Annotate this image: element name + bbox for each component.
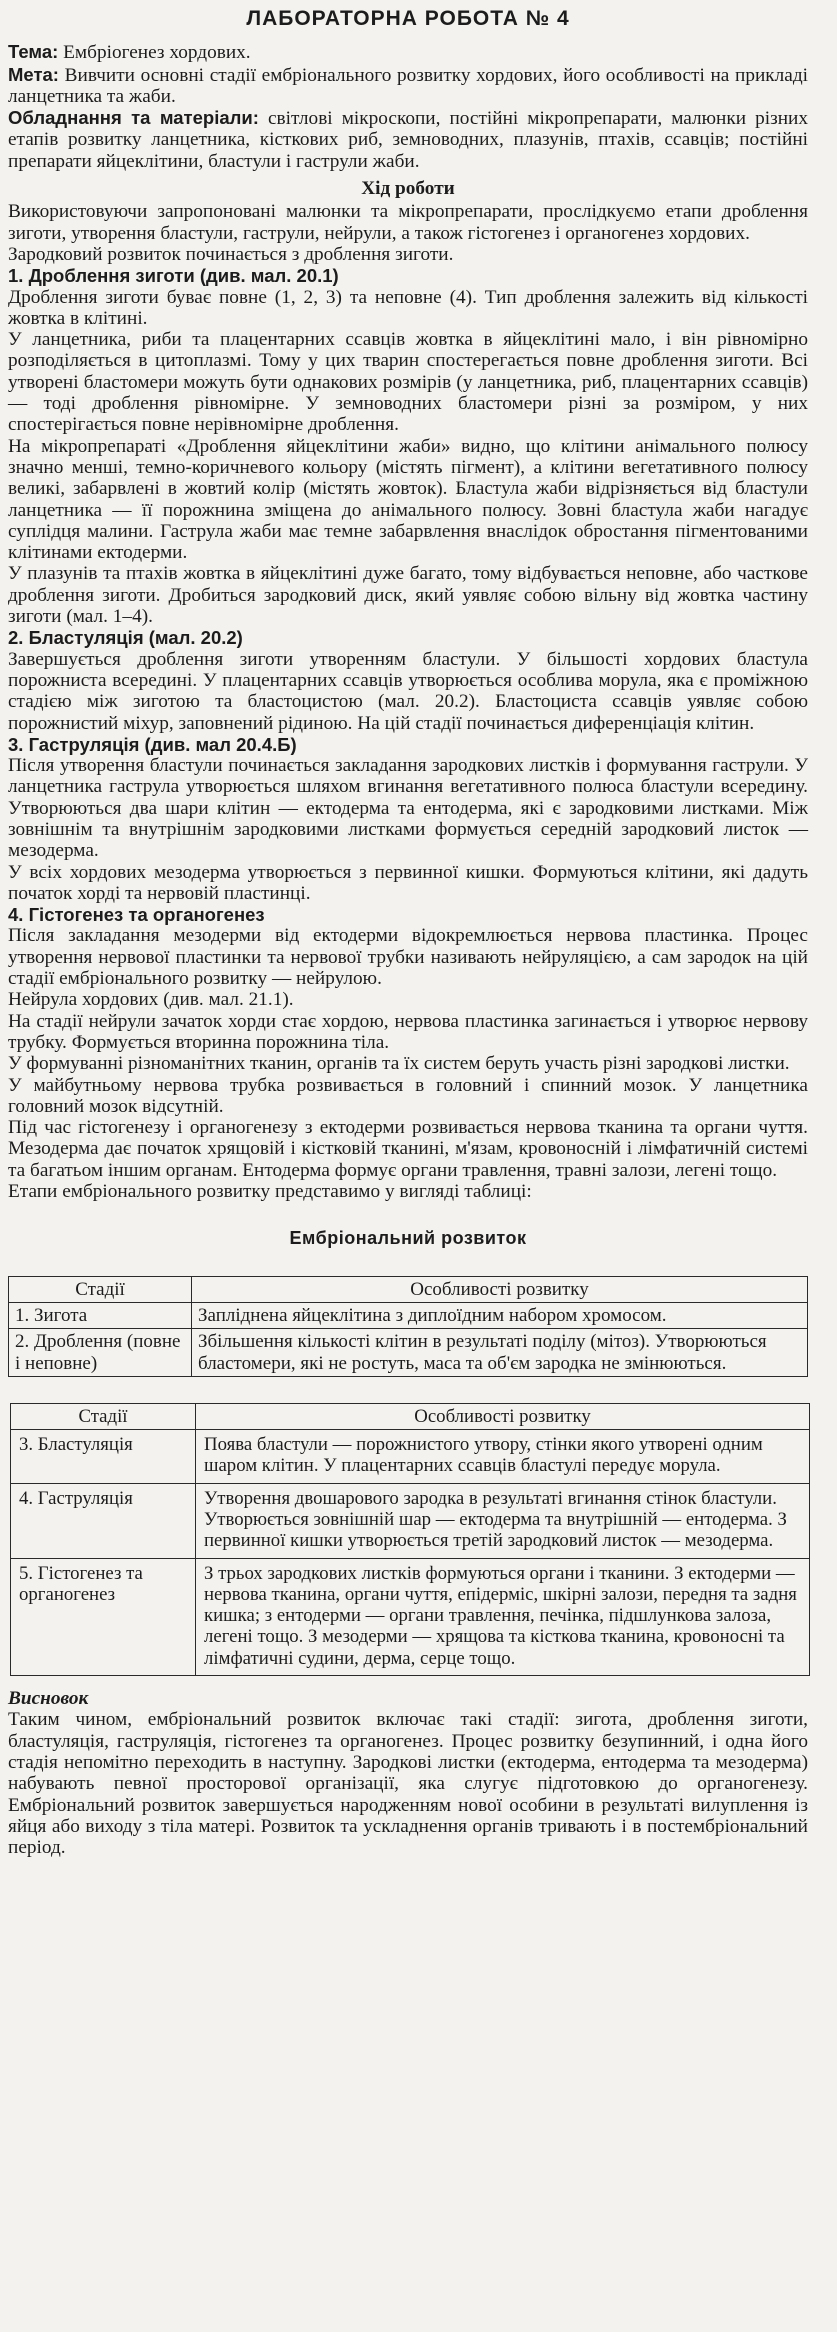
section-paragraph: Дроблення зиготи буває повне (1, 2, 3) та неповне (4). Тип дроблення залежить від кількості жовтка в клітині. xyxy=(8,286,808,329)
table-header-row xyxy=(11,1403,810,1429)
goal-text: Вивчити основні стадії ембріонального розвитку хордових, його особливості на прикладі ланцетника та жаби. xyxy=(8,64,808,107)
header-features: Особливості розвитку xyxy=(196,1403,810,1429)
header-features: Особливості розвитку xyxy=(192,1276,808,1302)
table-title: Ембріональний розвиток xyxy=(289,1228,527,1249)
table-header-row xyxy=(9,1276,808,1302)
stages-table-part2 xyxy=(10,1403,810,1676)
section-paragraph: Після закладання мезодерми від ектодерми відокремлюється нервова пластинка. Процес утворення нервової пластинки та нервової трубки називають нейруляцією, а сам зародок на цій стадії ембріонального розвитку — нейрулою. xyxy=(8,925,808,990)
intro-paragraph: Використовуючи запропоновані малюнки та мікропрепарати, прослідкуємо етапи дроблення зиготи, утворення бластули, гаструли, нейрули, а також гістогенез і органогенез хордових. xyxy=(8,201,808,244)
table-row xyxy=(11,1558,810,1675)
theme-text: Ембріогенез хордових. xyxy=(63,42,251,64)
section-paragraph: У ланцетника, риби та плацентарних ссавців жовтка в яйцеклітині мало, і він рівномірно розподіляється в цитоплазмі. Тому у цих тварин спостерегається повне дроблення зиготи. Всі утворені бластомери можуть бути однакових розмірів (у ланцетника, риб, плацентарних ссавців) — тоді дроблення рівномірне. У земноводних бластомери різні за розміром, у них спостерігається повне нерівномірне дроблення. xyxy=(8,329,808,436)
cell-stage: 3. Бластуляція xyxy=(11,1430,196,1484)
cell-features: Запліднена яйцеклітина з диплоїдним набором хромосом. xyxy=(192,1302,808,1328)
section-heading: 1. Дроблення зиготи (див. мал. 20.1) xyxy=(8,265,339,287)
document-content xyxy=(8,8,808,1858)
conclusion-text: Таким чином, ембріональний розвиток включає такі стадії: зигота, дроблення зиготи, бластуляція, гаструляція, гістогенез та органогенез. Процес розвитку безупинний, і одна його стадія непомітно переходить в наступну. Зародкові листки (ектодерма, ентодерма та мезодерма) набувають певної просторової організації, яка слугує підготовкою до органогенезу. Ембріональний розвиток завершується народженням нової особини в результаті вилуплення із яйця або виходу з тіла матері. Розвиток та ускладнення органів тривають і в постембріональний період. xyxy=(8,1709,808,1859)
cell-features: Утворення двошарового зародка в результаті вгинання стінок бластули. Утворюється зовнішній шар — ектодерма та внутрішній — ентодерма. З первинної кишки утворюється третій зародковий листок — мезодерма. xyxy=(196,1483,810,1558)
theme-line xyxy=(8,41,808,63)
section-paragraph: У плазунів та птахів жовтка в яйцеклітині дуже багато, тому відбувається неповне, або часткове дроблення зиготи. Дробиться зародковий диск, який уявляє собою вільну від жовтка частину зиготи (мал. 1–4). xyxy=(8,563,808,628)
table-row xyxy=(9,1302,808,1328)
section-paragraph: У майбутньому нервова трубка розвивається в головний і спинний мозок. У ланцетника головний мозок відсутній. xyxy=(8,1074,808,1117)
equipment-text: світлові мікроскопи, постійні мікропрепарати, малюнки різних етапів розвитку ланцетника, кісткових риб, земноводних, плазунів, птахів, ссавців; постійні препарати яйцеклітини, бластули і гаструли жаби. xyxy=(8,108,808,172)
section-paragraph: У формуванні різноманітних тканин, органів та їх систем беруть участь різні зародкові листки. xyxy=(8,1053,790,1075)
section-paragraph: Етапи ембріонального розвитку представимо у вигляді таблиці: xyxy=(8,1181,532,1203)
table-row xyxy=(9,1329,808,1377)
section-paragraph: На мікропрепараті «Дроблення яйцеклітини жаби» видно, що клітини анімального полюсу значно менші, темно-коричневого кольору (містять пігмент), а клітини вегетативного полюсу великі, забарвлені в жовтий колір (містять жовток). Бластула жаби відрізняється від бластули ланцетника — її порожнина зміщена до анімального полюсу. Зовні бластула жаби нагадує суплідця малини. Гаструла жаби має темне забарвлення внаслідок обростання пігментованими клітинами ектодерми. xyxy=(8,435,808,564)
cell-features: Збільшення кількості клітин в результаті поділу (мітоз). Утворюються бластомери, які не ростуть, маса та об'єм зародка не змінюються. xyxy=(192,1329,808,1377)
stages-table-part1 xyxy=(8,1276,808,1377)
section-heading: 3. Гаструляція (див. мал 20.4.Б) xyxy=(8,733,297,755)
table-row xyxy=(11,1483,810,1558)
page-title: ЛАБОРАТОРНА РОБОТА № 4 xyxy=(246,7,570,30)
cell-features: Поява бластули — порожнистого утвору, стінки якого утворені одним шаром клітин. У плацентарних ссавців бластулі передує морула. xyxy=(196,1430,810,1484)
section-paragraph: Під час гістогенезу і органогенезу з ектодерми розвивається нервова тканина та органи чуття. Мезодерма дає початок хрящовій і кістковій тканині, м'язам, кровоносній і лімфатичній системі та багатьом іншим органам. Ентодерма формує органи травлення, травні залози, легені тощо. xyxy=(8,1117,808,1181)
intro-paragraph: Зародковий розвиток починається з дроблення зиготи. xyxy=(8,243,454,265)
section-heading: 2. Бластуляція (мал. 20.2) xyxy=(8,627,243,649)
section-paragraph: Нейрула хордових (див. мал. 21.1). xyxy=(8,989,294,1011)
theme-label: Тема: xyxy=(8,41,59,63)
table-row xyxy=(11,1430,810,1484)
cell-stage: 2. Дроблення (повне і неповне) xyxy=(9,1329,192,1377)
section-paragraph: Завершується дроблення зиготи утворенням бластули. У більшості хордових бластула порожниста всередині. У плацентарних ссавців утворюється особлива морула, яка є проміжною стадією між зиготою та бластоцистою (мал. 20.2). Бластоциста ссавців уявляє собою порожнистий міхур, заповнений рідиною. На цій стадії починається диференціація клітин. xyxy=(8,648,808,734)
section-heading: 4. Гістогенез та органогенез xyxy=(8,904,265,926)
section-paragraph: Після утворення бластули починається закладання зародкових листків і формування гаструли. У ланцетника гаструла утворюється шляхом вгинання вегетативного полюса бластули всередину. Утворюються два шари клітин — ектодерма та ентодерма, які є зародковими листками. Між зовнішнім та внутрішнім зародковими листками формується середній зародковий листок — мезодерма. xyxy=(8,755,808,862)
cell-features: З трьох зародкових листків формуються органи і тканини. З ектодерми — нервова тканина, органи чуття, епідерміс, шкірні залози, передня та задня кишка; з ентодерми — органи травлення, печінка, підшлункова залоза, легені тощо. З мезодерми — хрящова та кісткова тканина, кровоносні та лімфатичні судини, дерма, серце тощо. xyxy=(196,1558,810,1675)
cell-stage: 1. Зигота xyxy=(9,1302,192,1328)
section-paragraph: На стадії нейрули зачаток хорди стає хордою, нервова пластинка загинається і утворює нервову трубку. Формується вторинна порожнина тіла. xyxy=(8,1010,808,1053)
conclusion-heading: Висновок xyxy=(8,1688,89,1710)
header-stage: Стадії xyxy=(11,1403,196,1429)
header-stage: Стадії xyxy=(9,1276,192,1302)
cell-stage: 5. Гістогенез та органогенез xyxy=(11,1558,196,1675)
equipment-line xyxy=(8,107,808,172)
section-paragraph: У всіх хордових мезодерма утворюється з первинної кишки. Формуються клітини, які дадуть початок хорді та нервовій пластинці. xyxy=(8,861,808,904)
cell-stage: 4. Гаструляція xyxy=(11,1483,196,1558)
equipment-label: Обладнання та матеріали: xyxy=(8,107,259,129)
progress-heading: Хід роботи xyxy=(361,178,455,200)
goal-line xyxy=(8,64,808,108)
goal-label: Мета: xyxy=(8,63,59,85)
